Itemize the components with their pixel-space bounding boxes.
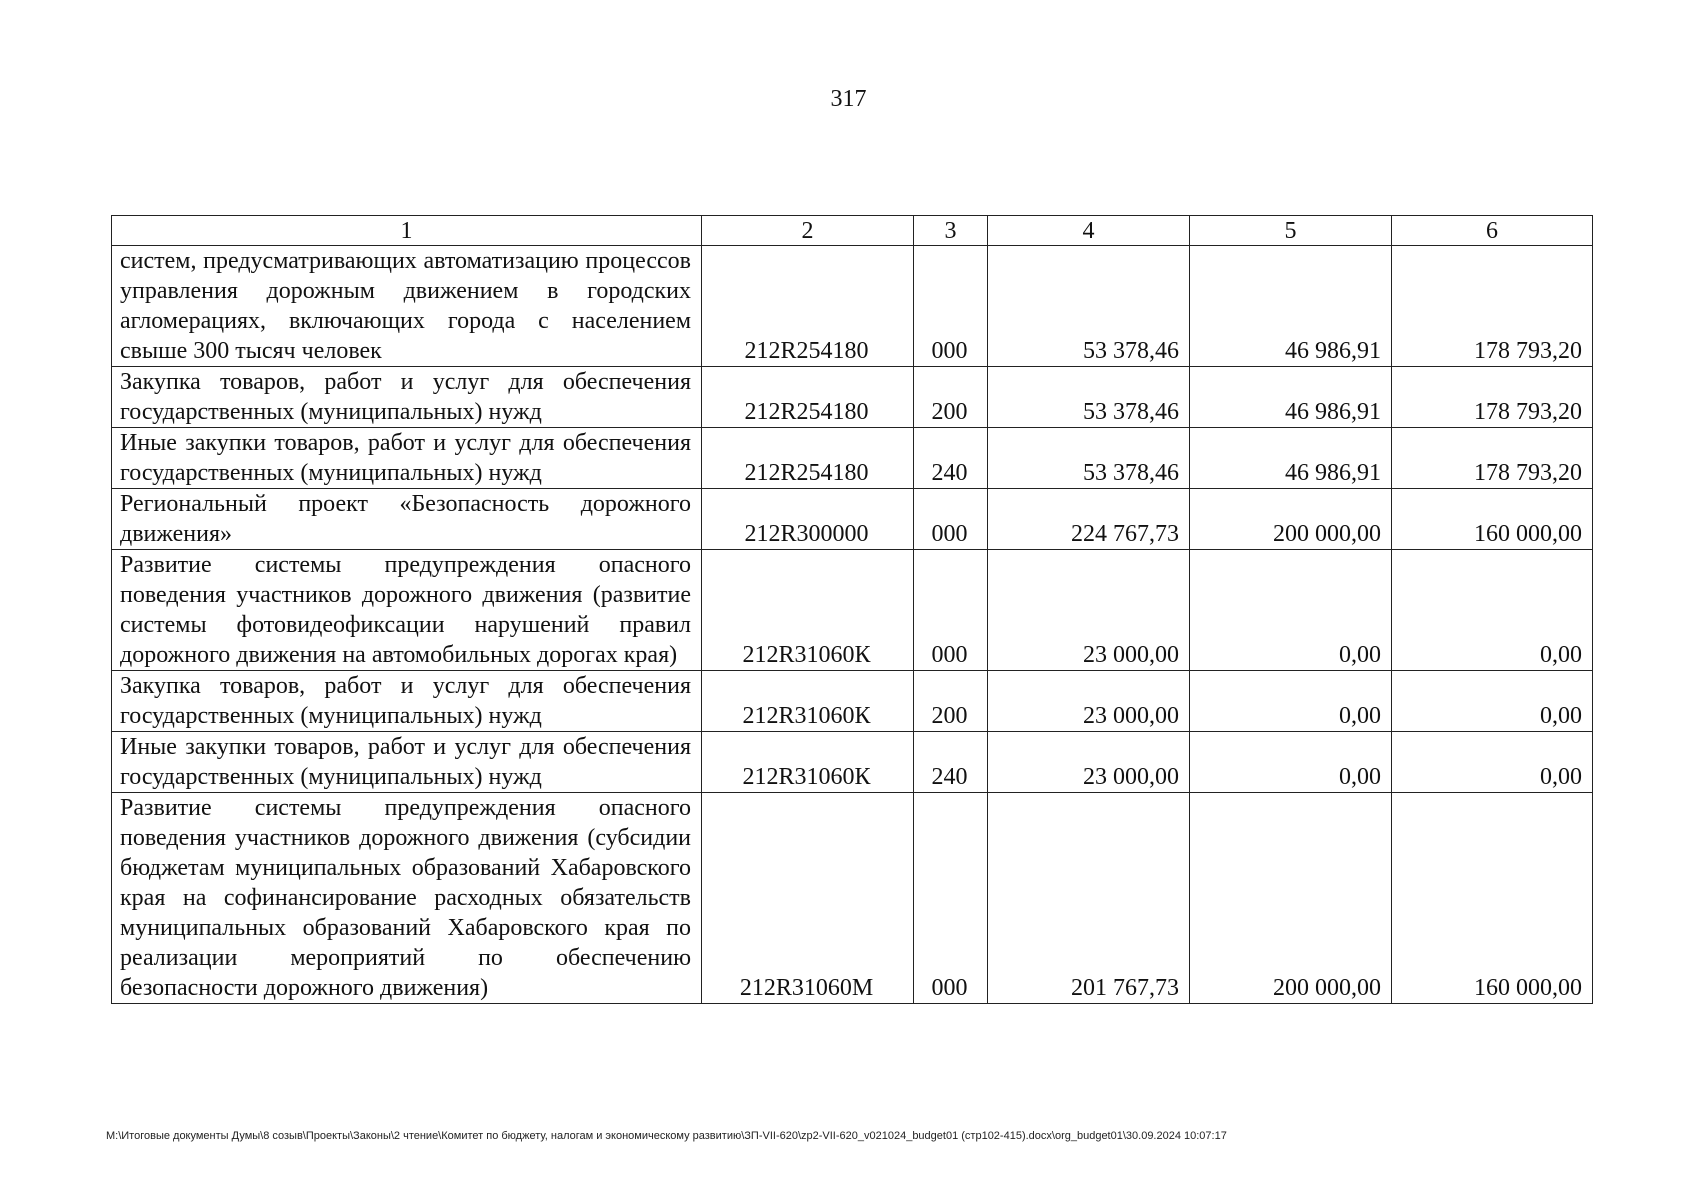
row-name: систем, предусматривающих автоматизацию процессов управления дорожным движением в городских агломерациях, включающих города с населением свыше 300 тысяч человек [112, 246, 702, 367]
row-expense-type: 240 [914, 732, 988, 793]
row-code: 212R31060М [702, 793, 914, 1004]
row-value-col5: 0,00 [1190, 550, 1392, 671]
table-row [112, 732, 1593, 793]
row-value-col6: 178 793,20 [1392, 367, 1593, 428]
row-value-col5: 200 000,00 [1190, 489, 1392, 550]
page-number: 317 [830, 86, 867, 112]
row-value-col4: 201 767,73 [988, 793, 1190, 1004]
table-row [112, 367, 1593, 428]
column-header: 2 [702, 216, 914, 246]
row-name: Иные закупки товаров, работ и услуг для обеспечения государственных (муниципальных) нужд [112, 732, 702, 793]
document-file-path: M:\Итоговые документы Думы\8 созыв\Проекты\Законы\2 чтение\Комитет по бюджету, налогам и экономическому развитию\ЗП-VII-620\zp2-VII-620_v021024_budget01 (стр102-415).docx\org_budget01\30.09.2024 10:07:17 [106, 1130, 1227, 1142]
row-expense-type: 000 [914, 489, 988, 550]
row-expense-type: 000 [914, 246, 988, 367]
table-row [112, 489, 1593, 550]
table-row [112, 246, 1593, 367]
row-value-col5: 0,00 [1190, 732, 1392, 793]
row-value-col4: 53 378,46 [988, 246, 1190, 367]
row-code: 212R31060К [702, 732, 914, 793]
row-value-col4: 224 767,73 [988, 489, 1190, 550]
table-row [112, 671, 1593, 732]
row-code: 212R254180 [702, 367, 914, 428]
row-code: 212R31060К [702, 550, 914, 671]
row-value-col4: 23 000,00 [988, 550, 1190, 671]
row-value-col4: 23 000,00 [988, 732, 1190, 793]
row-expense-type: 200 [914, 367, 988, 428]
row-name: Развитие системы предупреждения опасного поведения участников дорожного движения (субсидии бюджетам муниципальных образований Хабаровского края на софинансирование расходных обязательств муниципальных образований Хабаровского края по реализации мероприятий по обеспечению безопасности дорожного движения) [112, 793, 702, 1004]
row-value-col6: 160 000,00 [1392, 489, 1593, 550]
column-header: 4 [988, 216, 1190, 246]
row-value-col6: 160 000,00 [1392, 793, 1593, 1004]
row-expense-type: 200 [914, 671, 988, 732]
column-header: 1 [112, 216, 702, 246]
row-name: Иные закупки товаров, работ и услуг для обеспечения государственных (муниципальных) нужд [112, 428, 702, 489]
table-row [112, 428, 1593, 489]
row-expense-type: 240 [914, 428, 988, 489]
table-header-row [112, 216, 1593, 246]
row-expense-type: 000 [914, 793, 988, 1004]
column-header: 6 [1392, 216, 1593, 246]
row-code: 212R300000 [702, 489, 914, 550]
row-value-col5: 46 986,91 [1190, 428, 1392, 489]
row-value-col5: 0,00 [1190, 671, 1392, 732]
row-value-col5: 200 000,00 [1190, 793, 1392, 1004]
row-value-col6: 178 793,20 [1392, 246, 1593, 367]
column-header: 3 [914, 216, 988, 246]
row-name: Развитие системы предупреждения опасного поведения участников дорожного движения (развитие системы фотовидеофиксации нарушений правил дорожного движения на автомобильных дорогах края) [112, 550, 702, 671]
row-value-col4: 23 000,00 [988, 671, 1190, 732]
row-value-col5: 46 986,91 [1190, 246, 1392, 367]
table-row [112, 793, 1593, 1004]
row-code: 212R31060К [702, 671, 914, 732]
row-value-col6: 0,00 [1392, 550, 1593, 671]
table-row [112, 550, 1593, 671]
row-value-col5: 46 986,91 [1190, 367, 1392, 428]
row-value-col4: 53 378,46 [988, 428, 1190, 489]
row-value-col6: 0,00 [1392, 671, 1593, 732]
row-name: Закупка товаров, работ и услуг для обеспечения государственных (муниципальных) нужд [112, 671, 702, 732]
row-value-col6: 0,00 [1392, 732, 1593, 793]
row-code: 212R254180 [702, 246, 914, 367]
row-name: Региональный проект «Безопасность дорожного движения» [112, 489, 702, 550]
row-value-col6: 178 793,20 [1392, 428, 1593, 489]
row-expense-type: 000 [914, 550, 988, 671]
row-name: Закупка товаров, работ и услуг для обеспечения государственных (муниципальных) нужд [112, 367, 702, 428]
row-value-col4: 53 378,46 [988, 367, 1190, 428]
row-code: 212R254180 [702, 428, 914, 489]
budget-table [111, 215, 1593, 1004]
column-header: 5 [1190, 216, 1392, 246]
